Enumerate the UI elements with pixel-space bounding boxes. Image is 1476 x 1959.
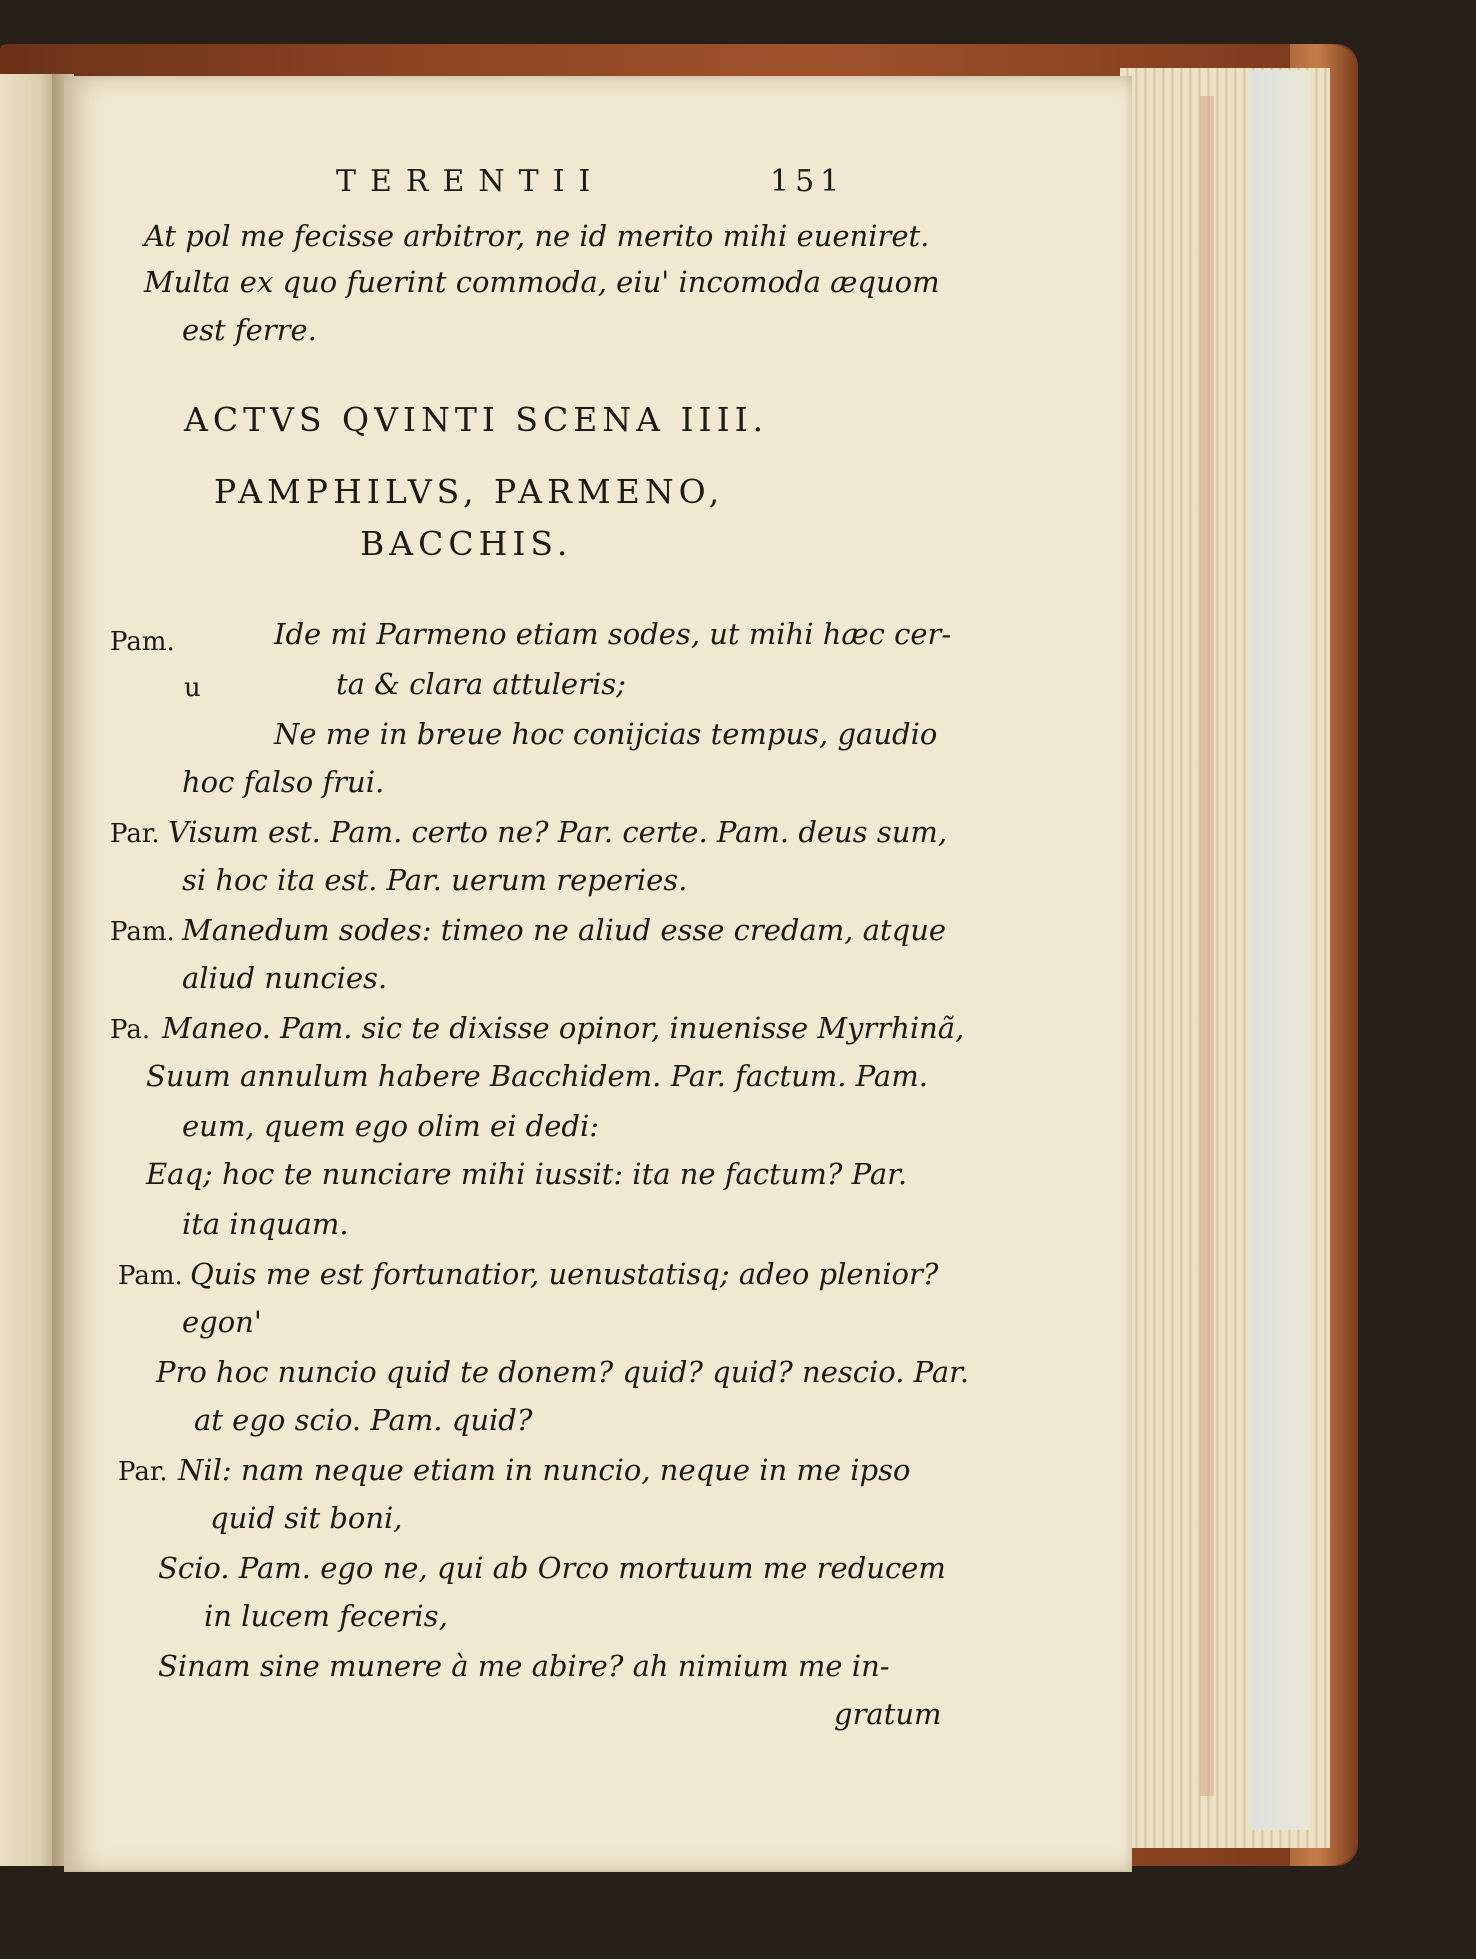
text-line: Pro hoc nuncio quid te donem? quid? quid? nescio. Par. [156, 1355, 970, 1389]
text-line: Visum est. Pam. certo ne? Par. certe. Pam. deus sum, [168, 815, 948, 849]
text-line: Manedum sodes: timeo ne aliud esse credam, atque [182, 913, 947, 947]
text-line: Scio. Pam. ego ne, qui ab Orco mortuum me reducem [158, 1551, 946, 1585]
text-line: est ferre. [182, 313, 317, 347]
text-line: Suum annulum habere Bacchidem. Par. factum. Pam. [146, 1059, 928, 1093]
speaker-label: Pa. [110, 1015, 151, 1045]
text-line: hoc falso frui. [182, 765, 385, 799]
text-line: Multa ex quo fuerint commoda, eiu' incomoda æquom [144, 265, 940, 299]
speaker-label: Par. [118, 1457, 168, 1487]
page-block-shade [1250, 70, 1310, 1830]
text-line: Quis me est fortunatior, uenustatisq; adeo plenior? [190, 1257, 939, 1291]
text-line: Maneo. Pam. sic te dixisse opinor, inuenisse Myrrhinã, [162, 1011, 965, 1045]
red-page-edge [1200, 96, 1214, 1796]
text-line: Eaq; hoc te nunciare mihi iussit: ita ne factum? Par. [146, 1157, 908, 1191]
text-line: aliud nuncies. [182, 961, 388, 995]
text-line: Ide mi Parmeno etiam sodes, ut mihi hæc cer- [274, 617, 952, 651]
speaker-label: Par. [110, 819, 160, 849]
speaker-label: Pam. [118, 1261, 183, 1291]
scene-heading: ACTVS QVINTI SCENA IIII. [184, 400, 769, 439]
text-line: si hoc ita est. Par. uerum reperies. [182, 863, 688, 897]
character-list: PAMPHILVS, PARMENO, [214, 472, 725, 511]
recto-page [64, 76, 1132, 1872]
text-line: At pol me fecisse arbitror, ne id merito mihi eueniret. [144, 219, 930, 253]
catchword: gratum [834, 1697, 942, 1731]
text-line: quid sit boni, [210, 1501, 403, 1535]
text-line: ta & clara attuleris; [336, 667, 626, 701]
text-line: Nil: nam neque etiam in nuncio, neque in me ipso [178, 1453, 911, 1487]
text-line: eum, quem ego olim ei dedi: [182, 1109, 600, 1143]
text-line: in lucem feceris, [204, 1599, 448, 1633]
text-line: Ne me in breue hoc conijcias tempus, gaudio [274, 717, 938, 751]
facing-page [0, 74, 58, 1866]
speaker-label: Pam. [110, 917, 175, 947]
speaker-label: u [184, 673, 201, 703]
page-number: 151 [770, 164, 846, 199]
running-title: TERENTII [336, 164, 605, 199]
text-line: ita inquam. [182, 1207, 349, 1241]
text-line: egon' [182, 1305, 262, 1339]
speaker-label: Pam. [110, 627, 175, 657]
text-line: Sinam sine munere à me abire? ah nimium me in- [158, 1649, 890, 1683]
text-line: at ego scio. Pam. quid? [194, 1403, 533, 1437]
character-list: BACCHIS. [360, 524, 573, 563]
